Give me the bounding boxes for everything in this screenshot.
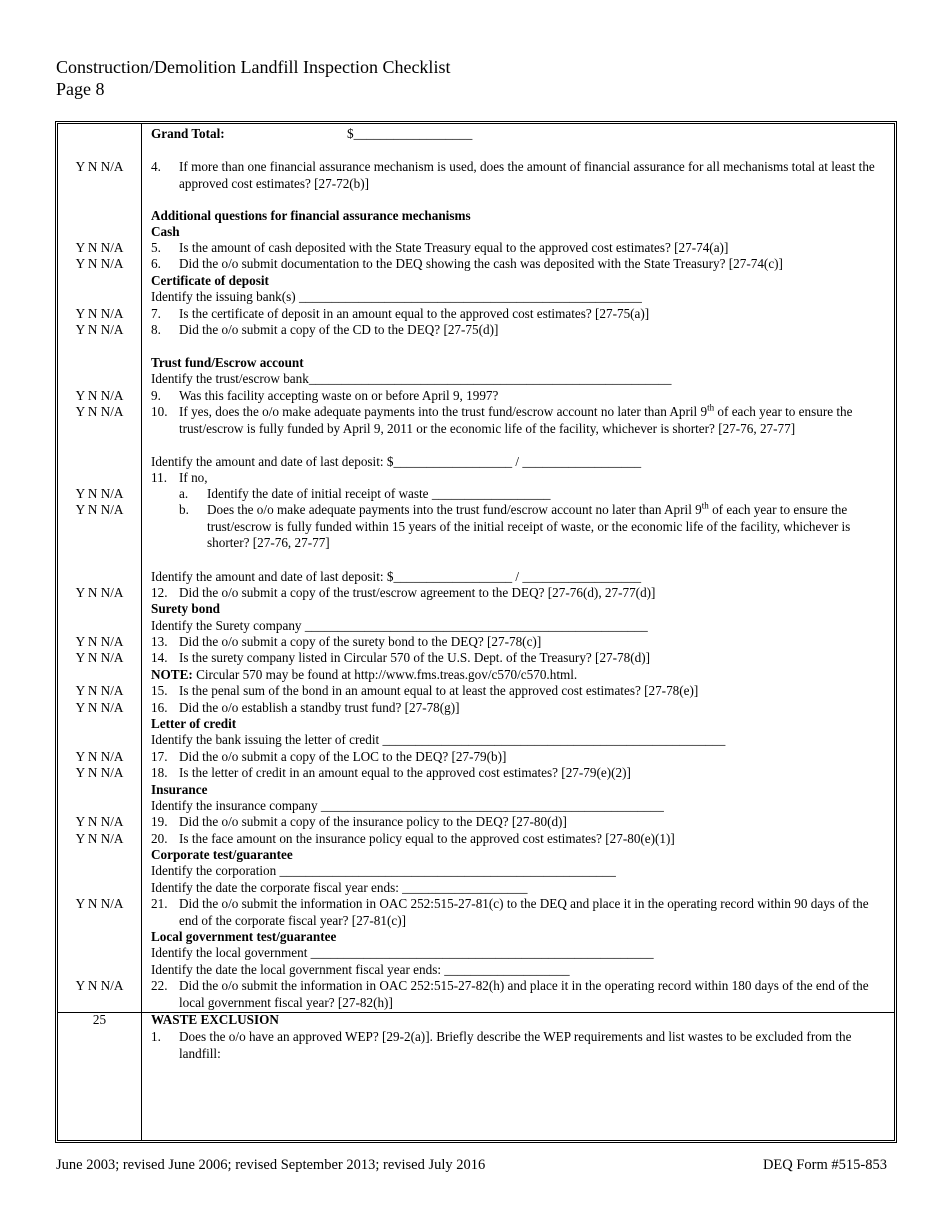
answer-options[interactable]: Y N N/A xyxy=(75,831,124,846)
column-divider xyxy=(141,124,142,1140)
answer-options[interactable]: Y N N/A xyxy=(75,978,124,993)
answer-options[interactable]: Y N N/A xyxy=(75,404,124,419)
answer-options[interactable]: Y N N/A xyxy=(75,683,124,698)
grand-total-value: $__________________ xyxy=(347,126,473,141)
answer-options[interactable]: Y N N/A xyxy=(75,896,124,911)
answer-options[interactable]: Y N N/A xyxy=(75,634,124,649)
grand-total-label: Grand Total: xyxy=(151,126,225,141)
question-number: 4. xyxy=(151,159,161,174)
page-header xyxy=(56,56,450,100)
checklist-table: Grand Total: $__________________ Y N N/A 4. If more than one financial assurance mechanism is used, does the amount of financial assurance for all mechanisms total at least the approved cost estimates? [27-72(b)] Additional questions for financial assurance mechanisms Cash Y N N/A 5. Is the amount of cash deposited with the State Treasury equal to the approved cost estimates? [27-74(a)] Y N N/A 6. Did the o/o submit documentation to the DEQ showing the cash was deposited with the State Treasury? [27-74(c)] Certificate of deposit Identify the issuing bank(s) ____________________________________________________ Y N N/A 7. Is the certificate of deposit in an amount equal to the approved cost estimates? [27-75(a)] Y N N/A 8. Did the o/o submit a copy of the CD to the DEQ? [27-75(d)] Trust fund/Escrow account Identify the trust/escrow bank_______________________________________________________ Y N N/A 9. Was this facility accepting waste on or before April 9, 1997? Y N N/A 10. If yes, does the o/o make adequate payments into the trust fund/escrow account no later than April 9th of each year to ensure the trust/escrow is fully funded by April 9, 2011 or the economic life of the facility, whichever is shorter? [27-76, 27-77] Identify the amount and date of last deposit: $__________________ / __________________ 11. If no, Y N N/A a. Identify the date of initial receipt of waste __________________ Y N N/A b. Does the o/o make adequate payments into the trust fund/escrow account no later than April 9th of each year to ensure the trust/escrow is fully funded within 15 years of the initial receipt of waste, or the economic life of the facility, whichever is shorter? [27-76, 27-77] Identify the amount and date of last deposit: $__________________ / __________________ Y N N/A 12. Did the o/o submit a copy of the trust/escrow agreement to the DEQ? [27-76(d), 27-77(d)] Surety bond Identify the Surety company ____________________________________________________ Y N N/A 13. Did the o/o submit a copy of the surety bond to the DEQ? [27-78(c)] Y N N/A 14. Is the surety company listed in Circular 570 of the U.S. Dept. of the Treasury? [27-78(d)] NOTE: Circular 570 may be found at http://www.fms.treas.gov/c570/c570.html. Y N N/A 15. Is the penal sum of the bond in an amount equal to at least the approved cost estimates? [27-78(e)] Y N N/A 16. Did the o/o establish a standby trust fund? [27-78(g)] Letter of credit Identify the bank issuing the letter of credit ____________________________________________________ Y N N/A 17. Did the o/o submit a copy of the LOC to the DEQ? [27-79(b)] Y N N/A 18. Is the letter of credit in an amount equal to the approved cost estimates? [27-79(e)(2)] Insurance Identify the insurance company ____________________________________________________ Y N N/A 19. Did the o/o submit a copy of the insurance policy to the DEQ? [27-80(d)] Y N N/A 20. Is the face amount on the insurance policy equal to the approved cost estimates? [27-80(e)(1)] Corporate test/guarantee Identify the corporation ___________________________________________________ Identify the date the corporate fiscal year ends: ___________________ Y N N/A 21. Did the o/o submit the information in OAC 252:515-27-81(c) to the DEQ and place it in the operating record within 90 days of the end of the corporate fiscal year? [27-81(c)] Local government test/guarantee Identify the local government ____________________________________________________ Identify the date the local government fiscal year ends: ___________________ Y N N/A 22. Did the o/o submit the information in OAC 252:515-27-82(h) and place it in the operating record within 180 days of the end of the local government fiscal year? [27-82(h)] 25 WASTE EXCLUSION 1. Does the o/o have an approved WEP? [29-2(a)]. Briefly describe the WEP requirements and list wastes to be excluded from the landfill: xyxy=(55,121,897,1143)
document-title: Construction/Demolition Landfill Inspection Checklist xyxy=(56,57,451,77)
answer-options[interactable]: Y N N/A xyxy=(75,765,124,780)
answer-options[interactable]: Y N N/A xyxy=(75,240,124,255)
answer-options[interactable]: Y N N/A xyxy=(75,814,124,829)
answer-options[interactable]: Y N N/A xyxy=(75,322,124,337)
page-number: Page 8 xyxy=(56,79,105,99)
answer-options[interactable]: Y N N/A xyxy=(75,159,124,174)
answer-options[interactable]: Y N N/A xyxy=(75,502,124,517)
answer-options[interactable]: Y N N/A xyxy=(75,700,124,715)
answer-options[interactable]: Y N N/A xyxy=(75,650,124,665)
answer-options[interactable]: Y N N/A xyxy=(75,585,124,600)
answer-options[interactable]: Y N N/A xyxy=(75,256,124,271)
footer-revision: June 2003; revised June 2006; revised September 2013; revised July 2016 xyxy=(56,1157,486,1173)
footer-form-number: DEQ Form #515-853 xyxy=(762,1157,887,1173)
section-heading: WASTE EXCLUSION xyxy=(151,1012,279,1027)
question-text: If more than one financial assurance mechanism is used, does the amount of financial assurance for all mechanisms total at least the approved cost estimates? [27-72(b)] xyxy=(179,159,875,191)
answer-options[interactable]: Y N N/A xyxy=(75,306,124,321)
answer-options[interactable]: Y N N/A xyxy=(75,749,124,764)
answer-options[interactable]: Y N N/A xyxy=(75,388,124,403)
answer-options[interactable]: Y N N/A xyxy=(75,486,124,501)
section-number: 25 xyxy=(92,1012,107,1027)
